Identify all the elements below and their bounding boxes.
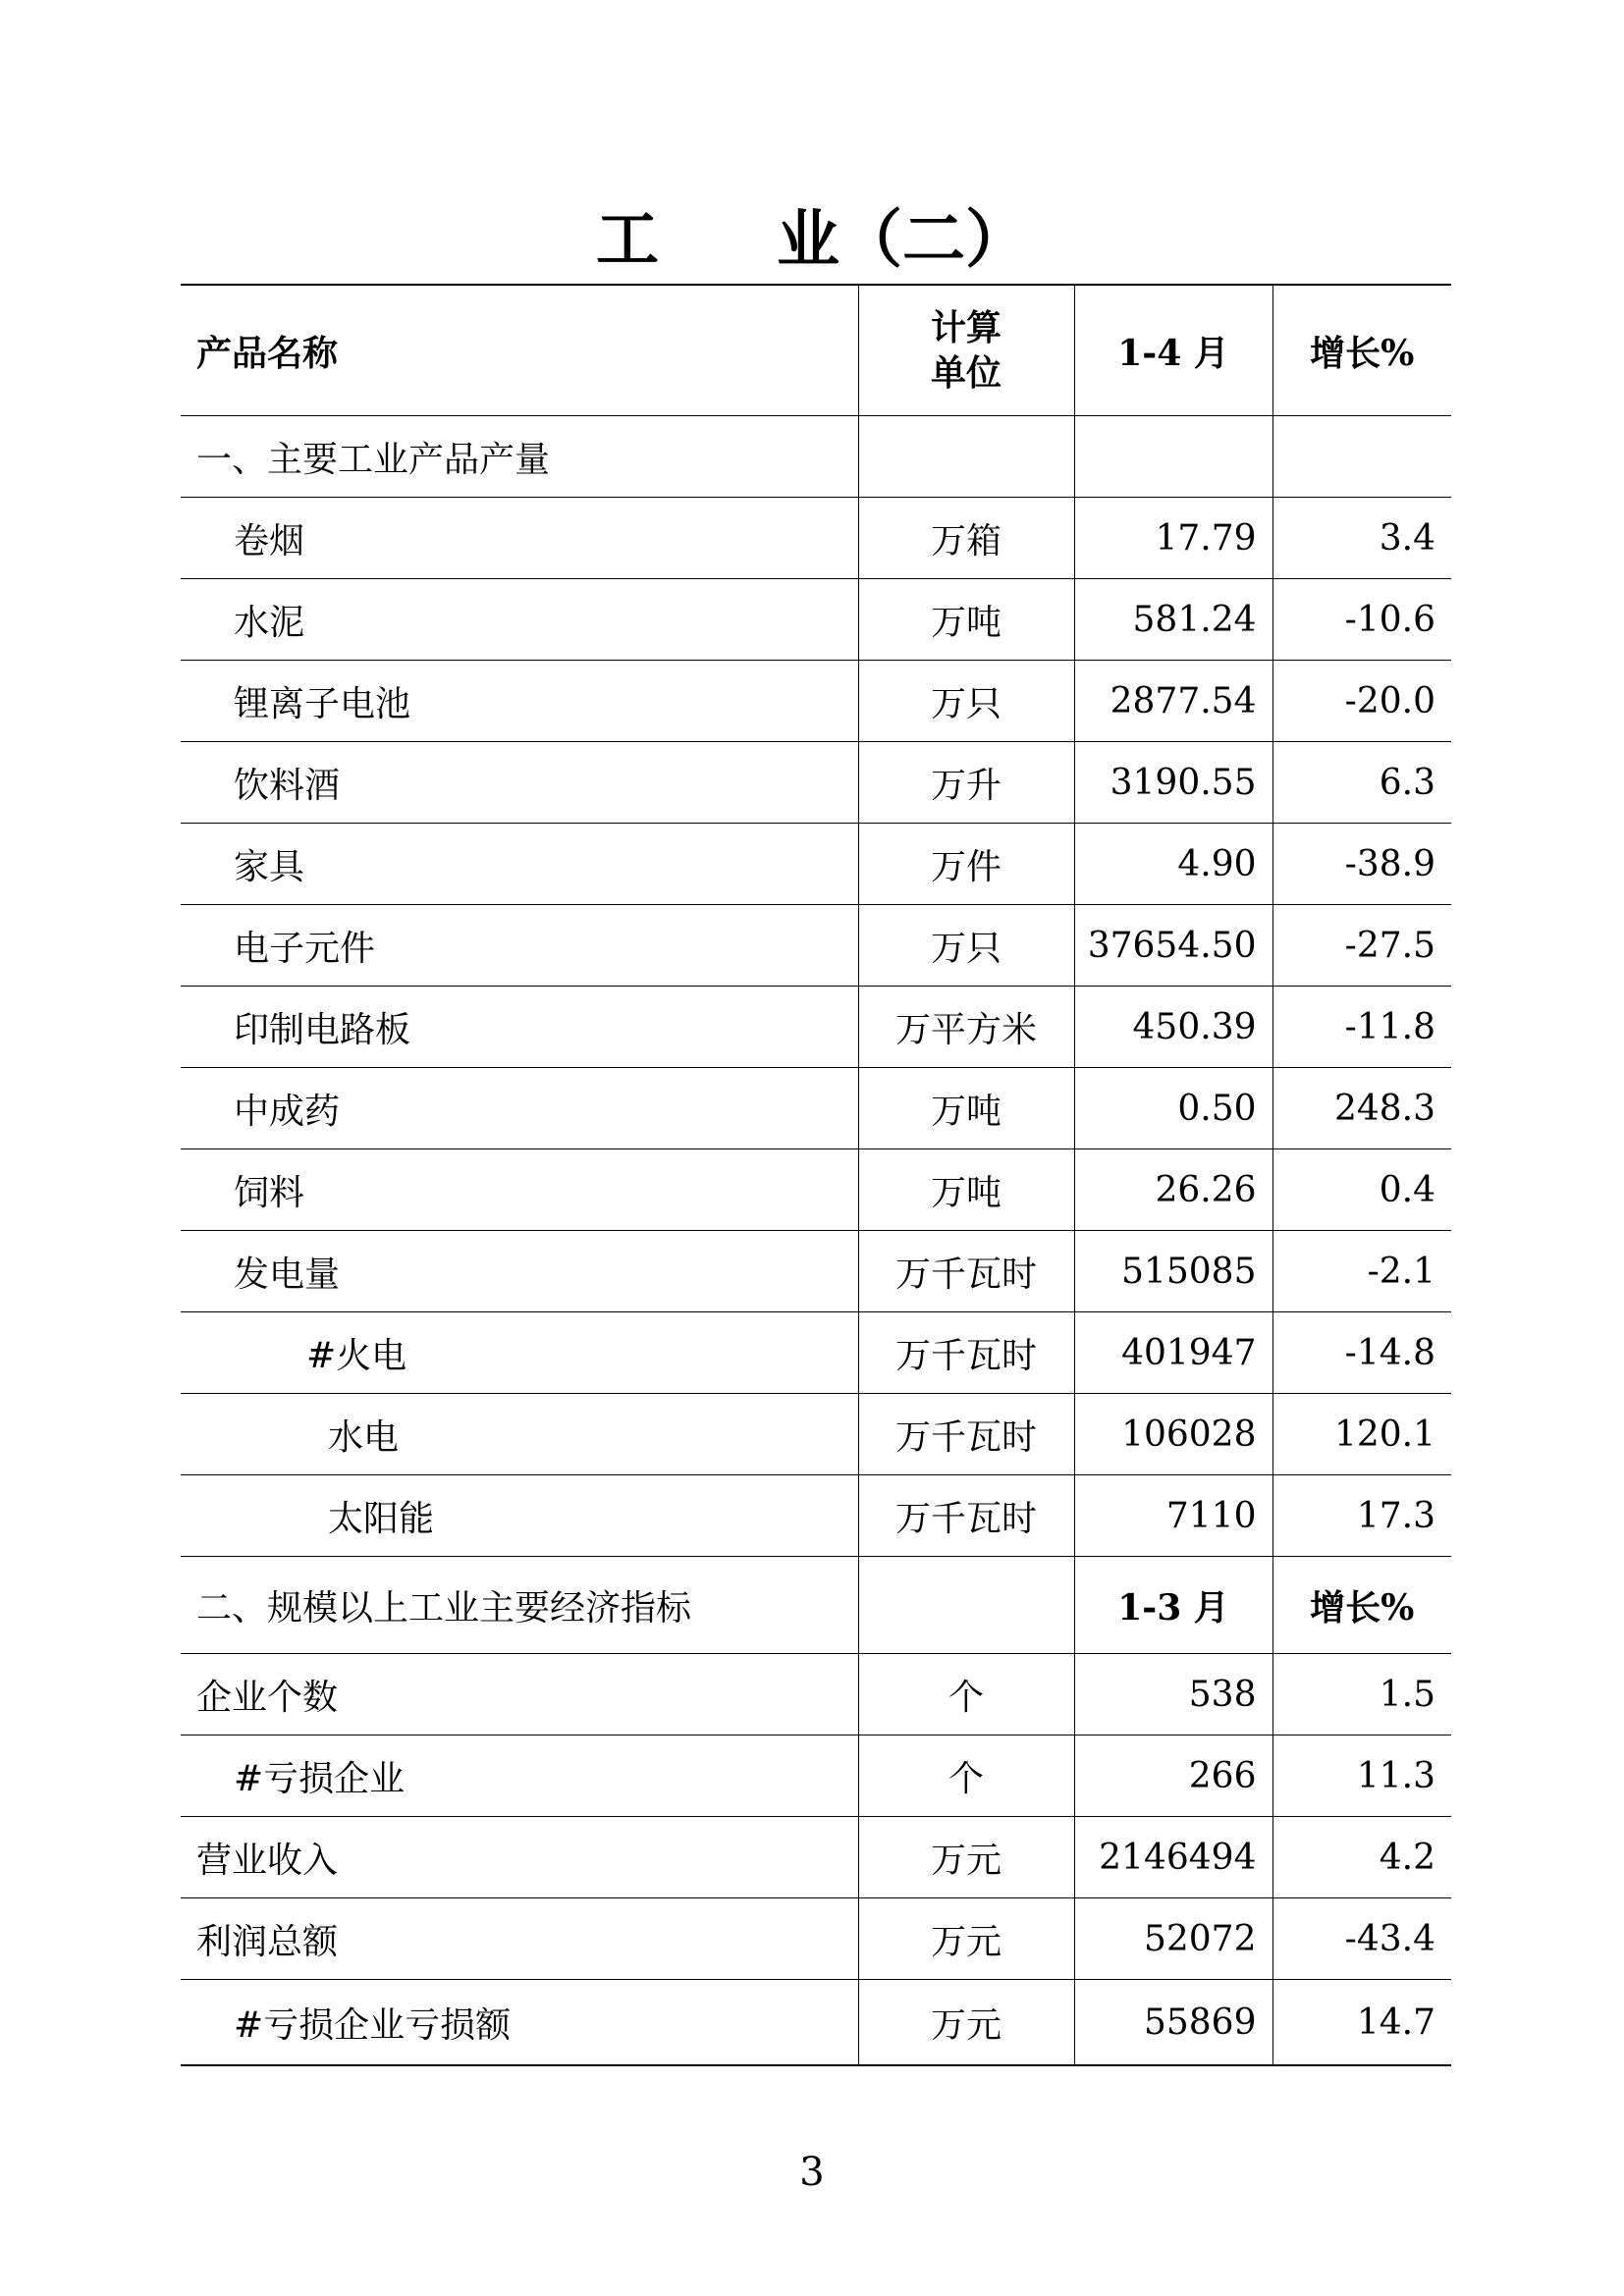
row-name: 水电: [181, 1394, 858, 1475]
row-unit: 万元: [858, 1980, 1074, 2066]
table-row: [181, 661, 1451, 742]
table-row: [181, 1231, 1451, 1312]
table-row: [181, 824, 1451, 905]
row-growth: -14.8: [1272, 1312, 1451, 1394]
row-unit: 万箱: [858, 498, 1074, 579]
row-growth: 4.2: [1272, 1817, 1451, 1898]
table-row: [181, 1149, 1451, 1231]
table-row: [181, 1394, 1451, 1475]
row-value: 4.90: [1074, 824, 1272, 905]
row-growth: 14.7: [1272, 1980, 1451, 2066]
row-value: 52072: [1074, 1898, 1272, 1980]
row-value: 581.24: [1074, 579, 1272, 661]
row-name: #亏损企业: [181, 1735, 858, 1817]
row-unit: 个: [858, 1654, 1074, 1735]
row-unit: 万千瓦时: [858, 1231, 1074, 1312]
table-row: [181, 1068, 1451, 1149]
row-name: 发电量: [181, 1231, 858, 1312]
row-growth: 248.3: [1272, 1068, 1451, 1149]
table-row: [181, 742, 1451, 824]
row-unit: 万吨: [858, 1149, 1074, 1231]
row-name: 利润总额: [181, 1898, 858, 1980]
row-name: 饲料: [181, 1149, 858, 1231]
row-growth: -11.8: [1272, 987, 1451, 1068]
row-value: 3190.55: [1074, 742, 1272, 824]
row-growth: -20.0: [1272, 661, 1451, 742]
row-growth: 1.5: [1272, 1654, 1451, 1735]
row-unit: 万吨: [858, 1068, 1074, 1149]
row-unit: 万平方米: [858, 987, 1074, 1068]
row-growth: -2.1: [1272, 1231, 1451, 1312]
row-unit: 万千瓦时: [858, 1312, 1074, 1394]
row-growth: 6.3: [1272, 742, 1451, 824]
table-row: [181, 579, 1451, 661]
table-row: [181, 1980, 1451, 2066]
row-unit: 万吨: [858, 579, 1074, 661]
section-label: 二、规模以上工业主要经济指标: [181, 1557, 858, 1654]
table-header-row: [181, 285, 1451, 416]
row-growth: 120.1: [1272, 1394, 1451, 1475]
row-unit: 万只: [858, 905, 1074, 987]
table-row: [181, 1654, 1451, 1735]
row-value: 515085: [1074, 1231, 1272, 1312]
table-row: [181, 987, 1451, 1068]
row-growth: 17.3: [1272, 1475, 1451, 1557]
page-title: [0, 201, 1624, 280]
section-growth: 增长%: [1272, 1557, 1451, 1654]
row-value: 2877.54: [1074, 661, 1272, 742]
row-value: 538: [1074, 1654, 1272, 1735]
row-growth: 3.4: [1272, 498, 1451, 579]
row-unit: 万只: [858, 661, 1074, 742]
row-name: 中成药: [181, 1068, 858, 1149]
row-name: 锂离子电池: [181, 661, 858, 742]
section-label: 一、主要工业产品产量: [181, 416, 858, 498]
header-period: 1-4 月: [1074, 285, 1272, 416]
row-name: 电子元件: [181, 905, 858, 987]
row-name: 水泥: [181, 579, 858, 661]
header-unit: [858, 285, 1074, 416]
row-value: 401947: [1074, 1312, 1272, 1394]
row-growth: -27.5: [1272, 905, 1451, 987]
row-value: 37654.50: [1074, 905, 1272, 987]
row-name: 企业个数: [181, 1654, 858, 1735]
row-name: 卷烟: [181, 498, 858, 579]
row-unit: 个: [858, 1735, 1074, 1817]
row-value: 2146494: [1074, 1817, 1272, 1898]
title-part-2: 业（二）: [777, 204, 1028, 277]
row-unit: 万千瓦时: [858, 1394, 1074, 1475]
row-unit: 万千瓦时: [858, 1475, 1074, 1557]
row-value: 26.26: [1074, 1149, 1272, 1231]
row-name: 饮料酒: [181, 742, 858, 824]
row-growth: 0.4: [1272, 1149, 1451, 1231]
table-row: [181, 905, 1451, 987]
table-row: [181, 1312, 1451, 1394]
row-unit: 万件: [858, 824, 1074, 905]
row-growth: 11.3: [1272, 1735, 1451, 1817]
row-value: 106028: [1074, 1394, 1272, 1475]
section-row-indicators: [181, 1557, 1451, 1654]
industry-table: [181, 284, 1451, 2066]
row-name: 家具: [181, 824, 858, 905]
row-name: #亏损企业亏损额: [181, 1980, 858, 2066]
page-number: 3: [799, 2150, 825, 2195]
title-part-1: 工: [596, 204, 659, 277]
row-name: 营业收入: [181, 1817, 858, 1898]
row-growth: -38.9: [1272, 824, 1451, 905]
section-row-products: [181, 416, 1451, 498]
table-row: [181, 1898, 1451, 1980]
row-name: #火电: [181, 1312, 858, 1394]
table-row: [181, 1735, 1451, 1817]
table-row: [181, 1817, 1451, 1898]
header-unit-line1: 计算: [930, 307, 1001, 348]
row-value: 450.39: [1074, 987, 1272, 1068]
table-row: [181, 1475, 1451, 1557]
row-unit: 万升: [858, 742, 1074, 824]
row-name: 太阳能: [181, 1475, 858, 1557]
row-value: 55869: [1074, 1980, 1272, 2066]
table-row: [181, 498, 1451, 579]
row-unit: 万元: [858, 1817, 1074, 1898]
row-value: 17.79: [1074, 498, 1272, 579]
section-period: 1-3 月: [1074, 1557, 1272, 1654]
row-value: 266: [1074, 1735, 1272, 1817]
header-growth: 增长%: [1272, 285, 1451, 416]
row-value: 0.50: [1074, 1068, 1272, 1149]
row-name: 印制电路板: [181, 987, 858, 1068]
row-unit: 万元: [858, 1898, 1074, 1980]
header-product-name: 产品名称: [181, 285, 858, 416]
row-value: 7110: [1074, 1475, 1272, 1557]
row-growth: -10.6: [1272, 579, 1451, 661]
row-growth: -43.4: [1272, 1898, 1451, 1980]
header-unit-line2: 单位: [930, 352, 1001, 394]
